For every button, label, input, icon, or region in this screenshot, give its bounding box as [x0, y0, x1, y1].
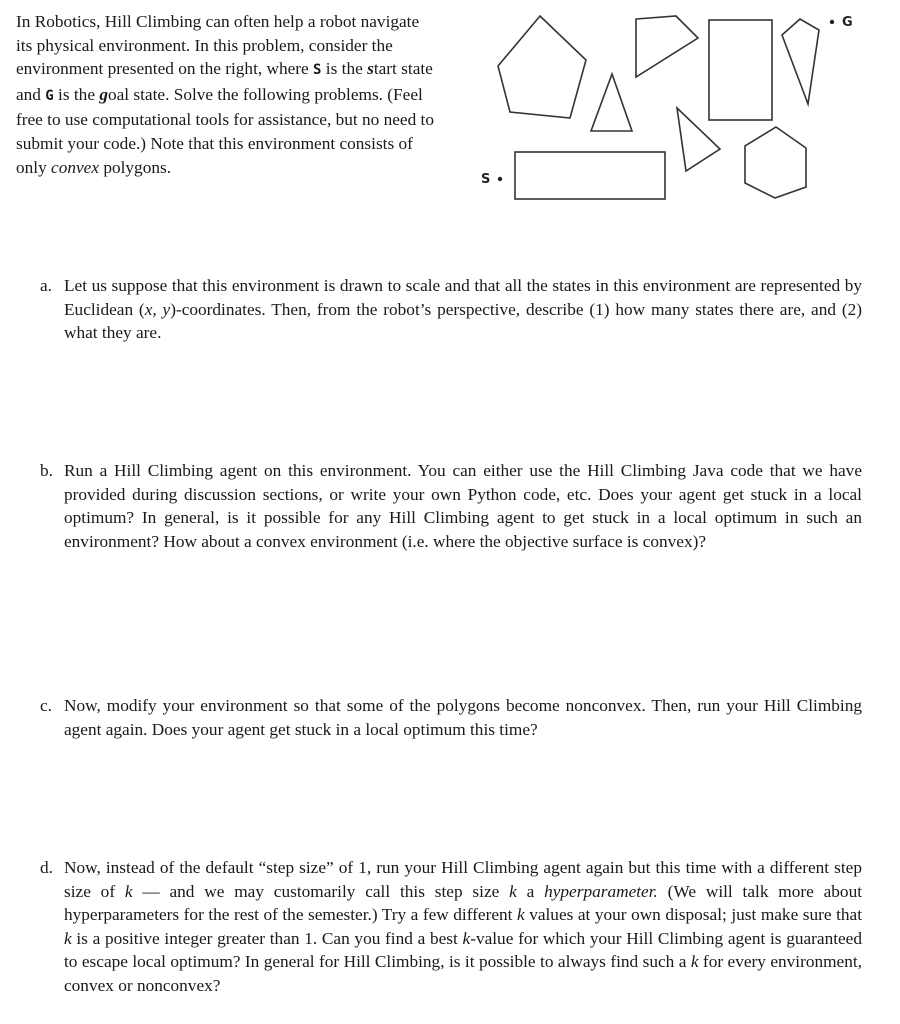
question-text-part: values at your own disposal; just make sure that — [524, 905, 862, 925]
goal-letter: G — [45, 87, 54, 104]
convex-term: convex — [51, 157, 100, 177]
question-text: Now, modify your environment so that some of the polygons become nonconvex. Then, run your Hill Climbing agent again. Does your agent get stuck in a local optimum this time? — [64, 696, 862, 739]
quad-polygon — [636, 16, 698, 77]
question-text-part: -value for which your Hill Climbing agent is guaranteed to escape local optimum? In general for Hill Climbing, is it possible to always find such a — [64, 928, 862, 972]
intro-text: oal state. Solve the following problems. (Feel free to use computational tools for assistance, but no need to submit your code.) Note that this environment consists of only — [16, 84, 434, 177]
start-label: S — [481, 172, 491, 187]
question-text-part: a — [516, 881, 545, 901]
question-b — [40, 459, 862, 553]
intro-text: is the — [53, 84, 100, 104]
coordinate-vars: x, y — [144, 299, 171, 319]
question-d — [40, 856, 862, 998]
question-text — [64, 274, 862, 345]
pentagon-polygon — [498, 16, 586, 118]
question-label: d. — [40, 858, 53, 877]
k-variable: k — [509, 881, 517, 901]
intro-text: In Robotics, Hill Climbing can often help a robot navigate its physical environment. In this problem, consider the environment presented on the right, where — [16, 12, 420, 79]
question-text-part: is a positive integer greater than 1. Can you find a best — [71, 928, 463, 948]
question-text-part: for every environment, convex or nonconvex? — [64, 952, 862, 995]
kite-polygon — [782, 19, 819, 104]
intro-text: polygons. — [99, 157, 172, 177]
question-label: a. — [40, 276, 52, 295]
intro-text: is the — [321, 59, 368, 79]
question-text-part: Let us suppose that this environment is drawn to scale and that all the states in this environment are represented by Euclidean ( — [64, 276, 862, 319]
arrow-triangle-polygon — [677, 108, 720, 171]
goal-label: G — [842, 15, 853, 30]
environment-diagram — [470, 0, 870, 215]
goal-initial: g — [99, 84, 108, 104]
triangle-polygon — [591, 74, 632, 131]
question-label: c. — [40, 696, 52, 715]
start-letter: S — [313, 62, 322, 79]
question-text-part: — and we may customarily call this step size — [132, 881, 510, 901]
start-point — [498, 177, 502, 181]
question-label: b. — [40, 461, 53, 480]
question-text — [64, 856, 862, 998]
start-initial: s — [367, 59, 374, 79]
question-text-part: )-coordinates. Then, from the robot’s perspective, describe (1) how many states there are, and (2) what they are. — [64, 299, 863, 343]
intro-text: tart state and — [16, 59, 433, 104]
question-c — [40, 694, 862, 741]
question-a — [40, 274, 862, 345]
tall-rectangle — [709, 20, 772, 120]
goal-point — [830, 20, 834, 24]
k-variable: k — [64, 928, 72, 948]
intro-paragraph — [16, 10, 436, 179]
wide-rectangle — [515, 152, 665, 199]
k-variable: k — [517, 905, 525, 925]
k-variable: k — [124, 881, 133, 901]
question-text-part: (We will talk more about hyperparameters for the rest of the semester.) Try a few different — [64, 881, 863, 925]
hexagon-polygon — [745, 127, 806, 198]
hyperparameter-term: hyperparameter. — [544, 881, 658, 901]
question-text: Run a Hill Climbing agent on this environment. You can either use the Hill Climbing Java code that we have provided during discussion sections, or write your own Python code, etc. Does your agent get stuck in a local optimum? In general, is it possible for any Hill Climbing agent to get stuck in a local optimum in such an environment? How about a convex environment (i.e. where the objective surface is convex)? — [64, 461, 862, 551]
k-variable: k — [462, 928, 471, 948]
k-variable: k — [690, 952, 699, 972]
question-text-part: Now, instead of the default “step size” of 1, run your Hill Climbing agent again but this time with a different step size of — [64, 858, 862, 901]
environment-figure — [470, 0, 870, 215]
